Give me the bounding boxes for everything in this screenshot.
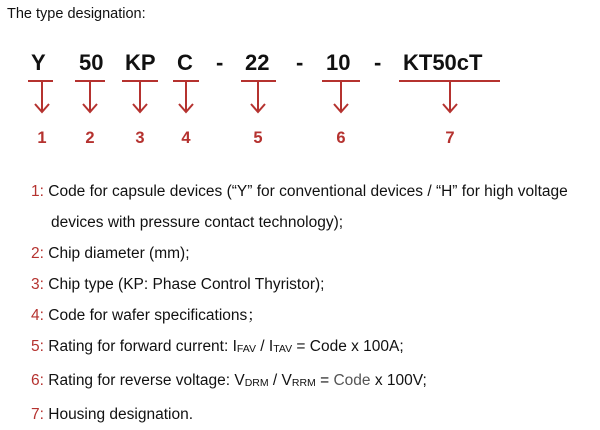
list-item	[31, 176, 568, 207]
down-arrow-icon	[332, 82, 350, 116]
item-text: Code for capsule devices (“Y” for conventional devices / “H” for high voltage	[48, 183, 568, 200]
code-part-22: 22	[245, 50, 270, 75]
item-number: 7:	[31, 406, 44, 423]
list-item	[31, 238, 568, 269]
code-part-kp: KP	[125, 50, 156, 75]
item-text: Chip diameter (mm);	[48, 245, 190, 262]
item-number: 2:	[31, 245, 44, 262]
position-number: 7	[445, 129, 455, 147]
down-arrow-icon	[81, 82, 99, 116]
item-text: Rating for forward current: IFAV / ITAV = Code x 100A;	[48, 338, 404, 355]
code-part-10: 10	[326, 50, 351, 75]
position-number: 3	[135, 129, 145, 147]
intro-text: The type designation:	[7, 6, 146, 22]
down-arrow-icon	[177, 82, 195, 116]
position-number: 1	[37, 129, 47, 147]
item-number: 6:	[31, 372, 44, 389]
down-arrow-icon	[33, 82, 51, 116]
item-number: 1:	[31, 183, 44, 200]
position-number: 4	[181, 129, 191, 147]
list-item-continuation	[31, 207, 568, 238]
code-part-kt50ct: KT50cT	[403, 50, 483, 75]
list-item	[31, 300, 568, 331]
code-separator: -	[296, 50, 304, 75]
item-number: 3:	[31, 276, 44, 293]
down-arrow-icon	[131, 82, 149, 116]
item-text: Rating for reverse voltage: VDRM / VRRM = Code x 100V;	[48, 372, 427, 389]
item-number: 4:	[31, 307, 44, 324]
item-text: devices with pressure contact technology);	[51, 214, 344, 231]
down-arrow-icon	[249, 82, 267, 116]
list-item	[31, 365, 568, 399]
legend-list	[31, 176, 568, 430]
item-number: 5:	[31, 338, 44, 355]
item-text: Code for wafer specifications；	[48, 307, 263, 324]
code-part-c: C	[177, 50, 193, 75]
list-item	[31, 399, 568, 430]
code-separator: -	[216, 50, 224, 75]
down-arrow-icon	[441, 82, 459, 116]
position-number: 2	[85, 129, 95, 147]
code-part-y: Y	[31, 50, 46, 75]
list-item	[31, 269, 568, 300]
position-number: 5	[253, 129, 263, 147]
item-text: Chip type (KP: Phase Control Thyristor);	[48, 276, 325, 293]
code-part-50: 50	[79, 50, 104, 75]
item-text: Housing designation.	[48, 406, 194, 423]
position-number: 6	[336, 129, 346, 147]
list-item	[31, 331, 568, 365]
code-separator: -	[374, 50, 382, 75]
